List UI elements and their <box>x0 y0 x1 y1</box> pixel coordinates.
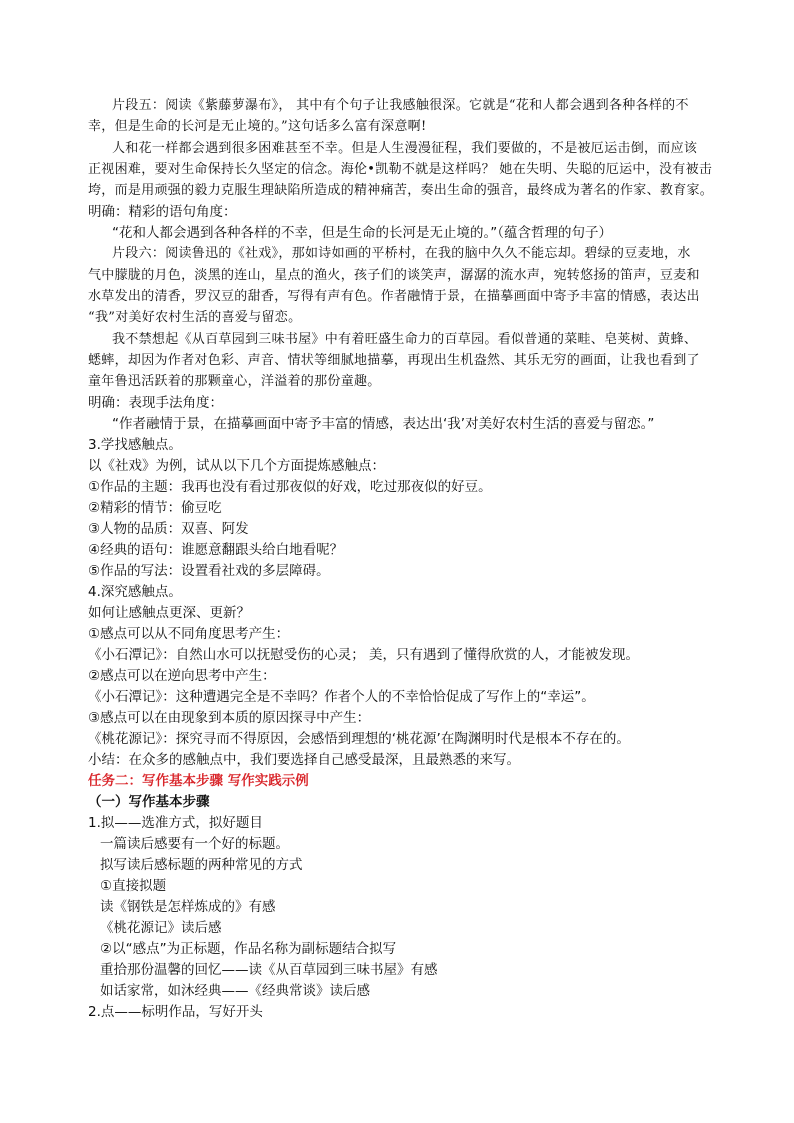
clarify-heading: 明确：精彩的语句角度： <box>88 204 237 220</box>
section-heading: 4.深究感触点。 <box>88 584 182 600</box>
list-item: 《小石潭记》：自然山水可以抚慰受伤的心灵； 美，只有遇到了懂得欣赏的人，才能被发现。 <box>88 647 640 663</box>
seg6-line: “我”对美好农村生活的喜爱与留恋。 <box>88 310 302 325</box>
list-item: ②精彩的情节：偷豆吃 <box>88 500 222 516</box>
list-item: ①感点可以从不同角度思考产生： <box>88 626 290 642</box>
seg6-line: 气中朦胧的月色，淡黑的连山，星点的渔火，孩子们的谈笑声，潺潺的流水声，宛转悠扬的笛声，豆麦和 <box>88 268 700 283</box>
step-line: 拟写读后感标题的两种常见的方式 <box>100 857 303 873</box>
task-heading: 任务二：写作基本步骤 写作实践示例 <box>88 773 309 789</box>
subsection-heading: （一）写作基本步骤 <box>88 794 210 810</box>
clarify-heading: 明确：表现手法角度： <box>88 395 223 411</box>
seg5-line: 垮，而是用顽强的毅力克服生理缺陷所造成的精神痛苦，奏出生命的强音，最终成为著名的作家、教育家。 <box>88 183 714 198</box>
seg6-line: 片段六：阅读鲁迅的《社戏》，那如诗如画的平桥村，在我的脑中久久不能忘却。碧绿的豆麦地，水 <box>112 246 691 261</box>
seg5-line: 人和花一样都会遇到很多困难甚至不幸。但是人生漫漫征程，我们要做的，不是被厄运击倒，而应该 <box>112 141 698 156</box>
step-heading: 2.点——标明作品，写好开头 <box>88 1004 263 1020</box>
seg5-line: 幸，但是生命的长河是无止境的。”这句话多么富有深意啊! <box>88 119 427 134</box>
list-item: ⑤作品的写法：设置看社戏的多层障碍。 <box>88 563 330 579</box>
clarify-quote: “作者融情于景，在描摹画面中寄予丰富的情感，表达出‘我’对美好农村生活的喜爱与留恋。” <box>112 416 655 432</box>
step-line: 读《钢铁是怎样炼成的》有感 <box>100 899 276 915</box>
seg6-line: 我不禁想起《从百草园到三味书屋》中有着旺盛生命力的百草园。看似普通的菜畦、皂荚树、黄蜂、 <box>112 332 698 347</box>
step-heading: 1.拟——选准方式，拟好题目 <box>88 815 263 831</box>
step-line: 一篇读后感要有一个好的标题。 <box>100 836 289 852</box>
list-item: ①作品的主题：我再也没有看过那夜似的好戏，吃过那夜似的好豆。 <box>88 479 492 495</box>
section-intro: 以《社戏》为例，试从以下几个方面提炼感触点： <box>88 458 385 474</box>
seg6-line: 蟋蟀，却因为作者对色彩、声音、情状等细腻地描摹，再现出生机盎然、其乐无穷的画面，让我也看到了 <box>88 353 700 368</box>
section-question: 如何让感触点更深、更新？ <box>88 605 250 621</box>
step-line: 如话家常，如沐经典——《经典常谈》读后感 <box>100 983 370 999</box>
section-heading: 3.学找感触点。 <box>88 437 182 453</box>
summary: 小结：在众多的感触点中，我们要选择自己感受最深，且最熟悉的来写。 <box>88 752 520 768</box>
clarify-quote: “花和人都会遇到各种各样的不幸，但是生命的长河是无止境的。”（蕴含哲理的句子） <box>112 225 612 241</box>
seg6-line: 童年鲁迅活跃着的那颗童心，洋溢着的那份童趣。 <box>88 374 381 389</box>
list-item: ②感点可以在逆向思考中产生： <box>88 668 276 684</box>
seg6-line: 水草发出的清香，罗汉豆的甜香，写得有声有色。作者融情于景，在描摹画面中寄予丰富的情感，表达出 <box>88 289 700 304</box>
seg5-line: 正视困难，要对生命保持长久坚定的信念。海伦•凯勒不就是这样吗？ 她在失明、失聪的厄运中，没有被击 <box>88 162 713 177</box>
step-line: ②以“感点”为正标题，作品名称为副标题结合拟写 <box>100 941 397 957</box>
list-item: 《桃花源记》：探究寻而不得原因，会感悟到理想的‘桃花源’在陶渊明时代是根本不存在的。 <box>88 731 630 747</box>
step-line: 《桃花源记》读后感 <box>100 920 222 936</box>
step-line: ①直接拟题 <box>100 878 167 894</box>
list-item: 《小石潭记》：这种遭遇完全是不幸吗？作者个人的不幸恰恰促成了写作上的“幸运”。 <box>88 689 595 705</box>
step-line: 重拾那份温馨的回忆——读《从百草园到三味书屋》有感 <box>100 962 438 978</box>
seg5-line: 片段五：阅读《紫藤萝瀑布》， 其中有个句子让我感触很深。它就是“花和人都会遇到各种各样的不 <box>112 98 689 113</box>
list-item: ③感点可以在由现象到本质的原因探寻中产生： <box>88 710 371 726</box>
list-item: ④经典的语句：谁愿意翻跟头给白地看呢？ <box>88 542 344 558</box>
list-item: ③人物的品质：双喜、阿发 <box>88 521 249 537</box>
